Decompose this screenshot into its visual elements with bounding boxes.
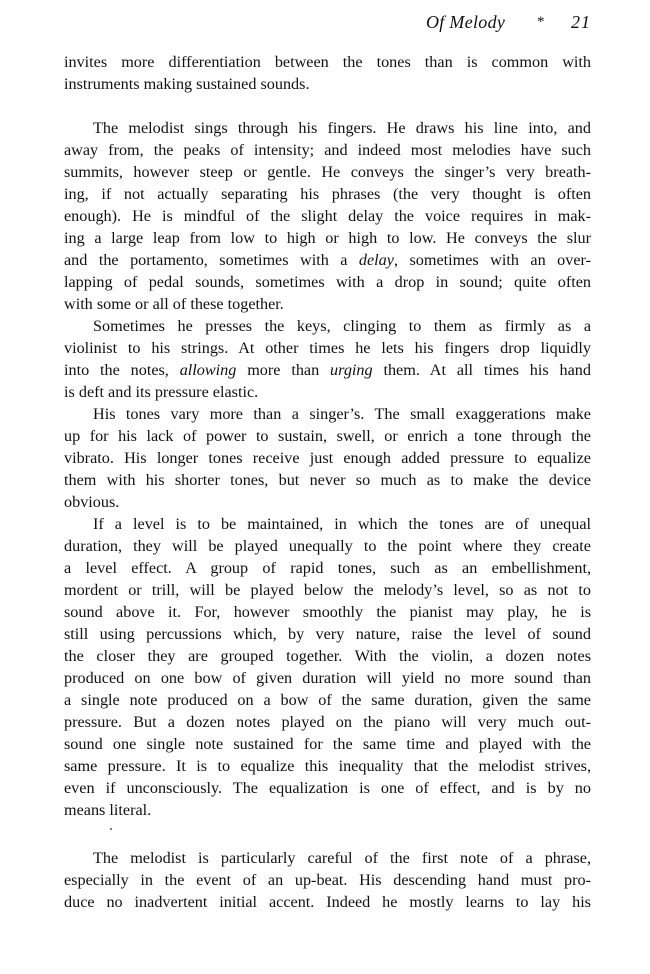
paragraph xyxy=(64,403,591,513)
paragraph xyxy=(64,117,591,315)
page-number: 21 xyxy=(571,12,591,32)
text-line: Sometimes he presses the keys, clinging to them as firmly as a xyxy=(93,317,591,335)
text-line: violinist to his strings. At other times he lets his fingers drop liquidly xyxy=(64,339,591,357)
running-header xyxy=(0,10,650,40)
text-line: into the notes, allowing more than urging them. At all times his hand xyxy=(64,361,591,379)
paragraph-continued xyxy=(64,51,591,95)
text-line: ing, if not actually separating his phrases (the very thought is often xyxy=(64,185,591,203)
text-line: is deft and its pressure elastic. xyxy=(64,383,259,401)
text-line: If a level is to be maintained, in which the tones are of unequal xyxy=(93,515,591,533)
text-line: sound above it. For, however smoothly the pianist may play, he is xyxy=(64,603,591,621)
text-line: instruments making sustained sounds. xyxy=(64,75,310,93)
text-line: obvious. xyxy=(64,493,120,511)
text-line: pressure. But a dozen notes played on the piano will very much out- xyxy=(64,713,591,731)
text-line: them with his shorter tones, but never so much as to make the device xyxy=(64,471,591,489)
text-line: the closer they are grouped together. With the violin, a dozen notes xyxy=(64,647,591,665)
text-line: and the portamento, sometimes with a delay, sometimes with an over- xyxy=(64,251,591,269)
emphasis: allowing xyxy=(179,361,237,379)
text-line: with some or all of these together. xyxy=(64,295,284,313)
text-line: duration, they will be played unequally to the point where they create xyxy=(64,537,591,555)
text-line: The melodist is particularly careful of the first note of a phrase, xyxy=(93,849,591,867)
text-line: sound one single note sustained for the same time and played with the xyxy=(64,735,591,753)
text-line: same pressure. It is to equalize this inequality that the melodist strives, xyxy=(64,757,591,775)
emphasis: urging xyxy=(330,361,373,379)
print-speck xyxy=(110,828,112,830)
emphasis: delay xyxy=(358,251,394,269)
text-line: a single note produced on a bow of the same duration, given the same xyxy=(64,691,591,709)
text-line: a level effect. A group of rapid tones, such as an embellishment, xyxy=(64,559,591,577)
text-line: produced on one bow of given duration will yield no more sound than xyxy=(64,669,591,687)
running-title: Of Melody xyxy=(426,12,506,32)
text-line: lapping of pedal sounds, sometimes with a drop in sound; quite often xyxy=(64,273,591,291)
text-line: The melodist sings through his fingers. He draws his line into, and xyxy=(93,119,591,137)
text-line: mordent or trill, will be played below the melody’s level, so as not to xyxy=(64,581,591,599)
text-line: especially in the event of an up-beat. His descending hand must pro- xyxy=(64,871,591,889)
paragraph xyxy=(64,513,591,821)
paragraph xyxy=(64,315,591,403)
text-line: means literal. xyxy=(64,801,152,819)
text-line: invites more differentiation between the tones than is common with xyxy=(64,53,591,71)
text-line: summits, however steep or gentle. He conveys the singer’s very breath- xyxy=(64,163,591,181)
text-line: duce no inadvertent initial accent. Indeed he mostly learns to lay his xyxy=(64,893,591,911)
text-line: His tones vary more than a singer’s. The small exaggerations make xyxy=(93,405,591,423)
text-line: enough). He is mindful of the slight delay the voice requires in mak- xyxy=(64,207,591,225)
text-line: ing a large leap from low to high or high to low. He conveys the slur xyxy=(64,229,591,247)
text-line: vibrato. His longer tones receive just enough added pressure to equalize xyxy=(64,449,591,467)
text-line: away from, the peaks of intensity; and indeed most melodies have such xyxy=(64,141,591,159)
text-line: even if unconsciously. The equalization is one of effect, and is by no xyxy=(64,779,591,797)
text-line: up for his lack of power to sustain, swell, or enrich a tone through the xyxy=(64,427,591,445)
header-separator-star-icon: * xyxy=(537,14,545,30)
text-line: still using percussions which, by very nature, raise the level of sound xyxy=(64,625,591,643)
paragraph-continues xyxy=(64,847,591,913)
